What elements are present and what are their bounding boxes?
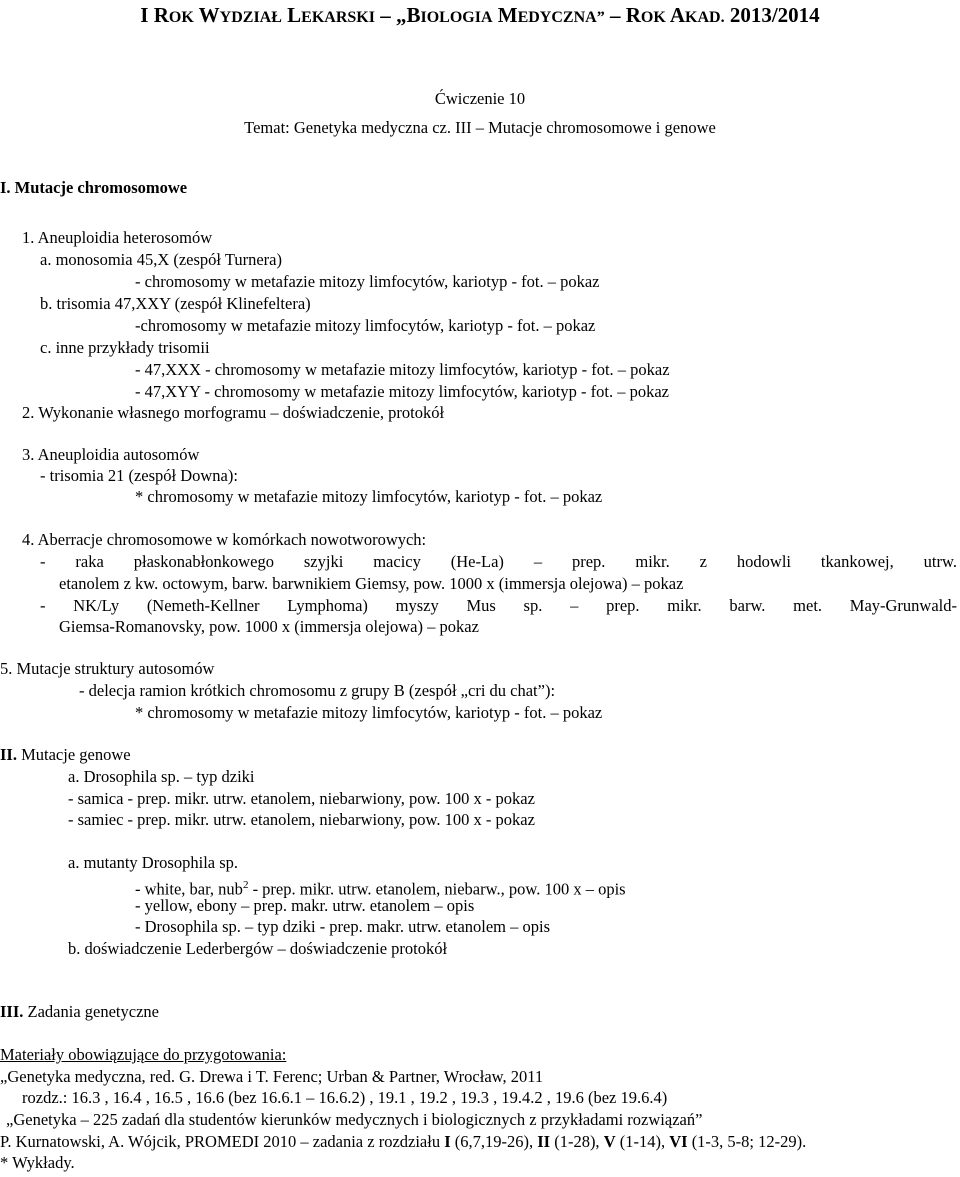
reference-1: „Genetyka medyczna, red. G. Drewa i T. Ferenc; Urban & Partner, Wrocław, 2011 [0, 1067, 544, 1086]
item-3: 3. Aneuploidia autosomów [22, 445, 200, 464]
item-1: 1. Aneuploidia heterosomów [22, 228, 213, 247]
chapter-II-tasks: (1-28), [550, 1132, 604, 1151]
section-2-a-male: - samiec - prep. mikr. utrw. etanolem, niebarwiony, pow. 100 x - pokaz [68, 810, 535, 829]
materials-heading: Materiały obowiązujące do przygotowania: [0, 1045, 287, 1064]
chapter-II: II [537, 1132, 551, 1151]
section-2-mutants: a. mutanty Drosophila sp. [68, 853, 239, 872]
ref2-authors-text: P. Kurnatowski, A. Wójcik, PROMEDI 2010 – zadania z rozdziału [0, 1132, 445, 1151]
mutant-1-post: - prep. mikr. utrw. etanolem, niebarw., pow. 100 x – opis [248, 879, 626, 899]
section-2-title: Mutacje genowe [16, 745, 131, 764]
section-2-heading [0, 745, 131, 765]
item-1a: a. monosomia 45,X (zespół Turnera) [40, 250, 282, 269]
chapter-V: V [603, 1132, 616, 1151]
item-1c-detail-2: - 47,XYY - chromosomy w metafazie mitozy limfocytów, kariotyp - fot. – pokaz [135, 382, 669, 401]
item-4-a-line-1: - raka płaskonabłonkowego szyjki macicy (He-La) – prep. mikr. z hodowli tkankowej, utrw. [40, 552, 957, 571]
section-3-title: Zadania genetyczne [23, 1002, 159, 1021]
chapter-VI: VI [669, 1132, 688, 1151]
chapter-I: I [444, 1132, 451, 1151]
reference-2: „Genetyka – 225 zadań dla studentów kierunków medycznych i biologicznych z przykładami rozwiązań” [6, 1110, 703, 1129]
section-3-heading [0, 1002, 159, 1022]
reference-1-chapters: rozdz.: 16.3 , 16.4 , 16.5 , 16.6 (bez 16.6.1 – 16.6.2) , 19.1 , 19.2 , 19.3 , 19.4.2 , 19.6 (bez 19.6.4) [22, 1088, 668, 1107]
section-2-number: II. [0, 745, 17, 764]
section-1-heading: I. Mutacje chromosomowe [0, 178, 188, 197]
item-1c: c. inne przykłady trisomii [40, 338, 210, 357]
item-1a-detail: - chromosomy w metafazie mitozy limfocytów, kariotyp - fot. – pokaz [135, 272, 600, 291]
item-4: 4. Aberracje chromosomowe w komórkach nowotworowych: [22, 530, 427, 549]
mutant-1-pre: - white, bar, nub [135, 879, 243, 899]
item-3-a: - trisomia 21 (zespół Downa): [40, 466, 238, 485]
item-1b: b. trisomia 47,XXY (zespół Klinefeltera) [40, 294, 311, 313]
item-5-a: - delecja ramion krótkich chromosomu z grupy B (zespół „cri du chat”): [79, 681, 556, 700]
chapter-VI-tasks: (1-3, 5-8; 12-29). [687, 1132, 807, 1151]
chapter-V-tasks: (1-14), [615, 1132, 670, 1151]
lectures-note: * Wykłady. [0, 1153, 75, 1172]
item-1c-detail-1: - 47,XXX - chromosomy w metafazie mitozy limfocytów, kariotyp - fot. – pokaz [135, 360, 670, 379]
section-2-mutant-2: - yellow, ebony – prep. makr. utrw. etanolem – opis [135, 896, 475, 915]
section-2-a: a. Drosophila sp. – typ dziki [68, 767, 255, 786]
exercise-title: Ćwiczenie 10 [434, 89, 526, 108]
item-5: 5. Mutacje struktury autosomów [0, 659, 215, 678]
item-5-b: * chromosomy w metafazie mitozy limfocytów, kariotyp - fot. – pokaz [135, 703, 603, 722]
section-2-b: b. doświadczenie Lederbergów – doświadczenie protokół [68, 939, 448, 958]
document-header: I ROK WYDZIAŁ LEKARSKI – „BIOLOGIA MEDYCZNA” – ROK AKAD. 2013/2014 [140, 3, 820, 27]
chapter-I-tasks: (6,7,19-26), [450, 1132, 538, 1151]
item-3-b: * chromosomy w metafazie mitozy limfocytów, kariotyp - fot. – pokaz [135, 487, 603, 506]
item-4-a-line-2: etanolem z kw. octowym, barw. barwnikiem Giemsy, pow. 1000 x (immersja olejowa) – pokaz [59, 574, 684, 593]
item-4-b-line-2: Giemsa-Romanovsky, pow. 1000 x (immersja olejowa) – pokaz [59, 617, 479, 636]
item-2: 2. Wykonanie własnego morfogramu – doświadczenie, protokół [22, 403, 445, 422]
section-3-number: III. [0, 1002, 24, 1021]
item-1b-detail: -chromosomy w metafazie mitozy limfocytów, kariotyp - fot. – pokaz [135, 316, 596, 335]
section-2-a-female: - samica - prep. mikr. utrw. etanolem, niebarwiony, pow. 100 x - pokaz [68, 789, 535, 808]
mutant-1-superscript: 2 [242, 879, 249, 891]
item-4-b-line-1: - NK/Ly (Nemeth-Kellner Lymphoma) myszy Mus sp. – prep. mikr. barw. met. May-Grunwald- [40, 596, 957, 615]
reference-2-authors [0, 1132, 806, 1152]
section-2-mutant-3: - Drosophila sp. – typ dziki - prep. makr. utrw. etanolem – opis [135, 917, 551, 936]
exercise-topic: Temat: Genetyka medyczna cz. III – Mutacje chromosomowe i genowe [244, 118, 716, 137]
